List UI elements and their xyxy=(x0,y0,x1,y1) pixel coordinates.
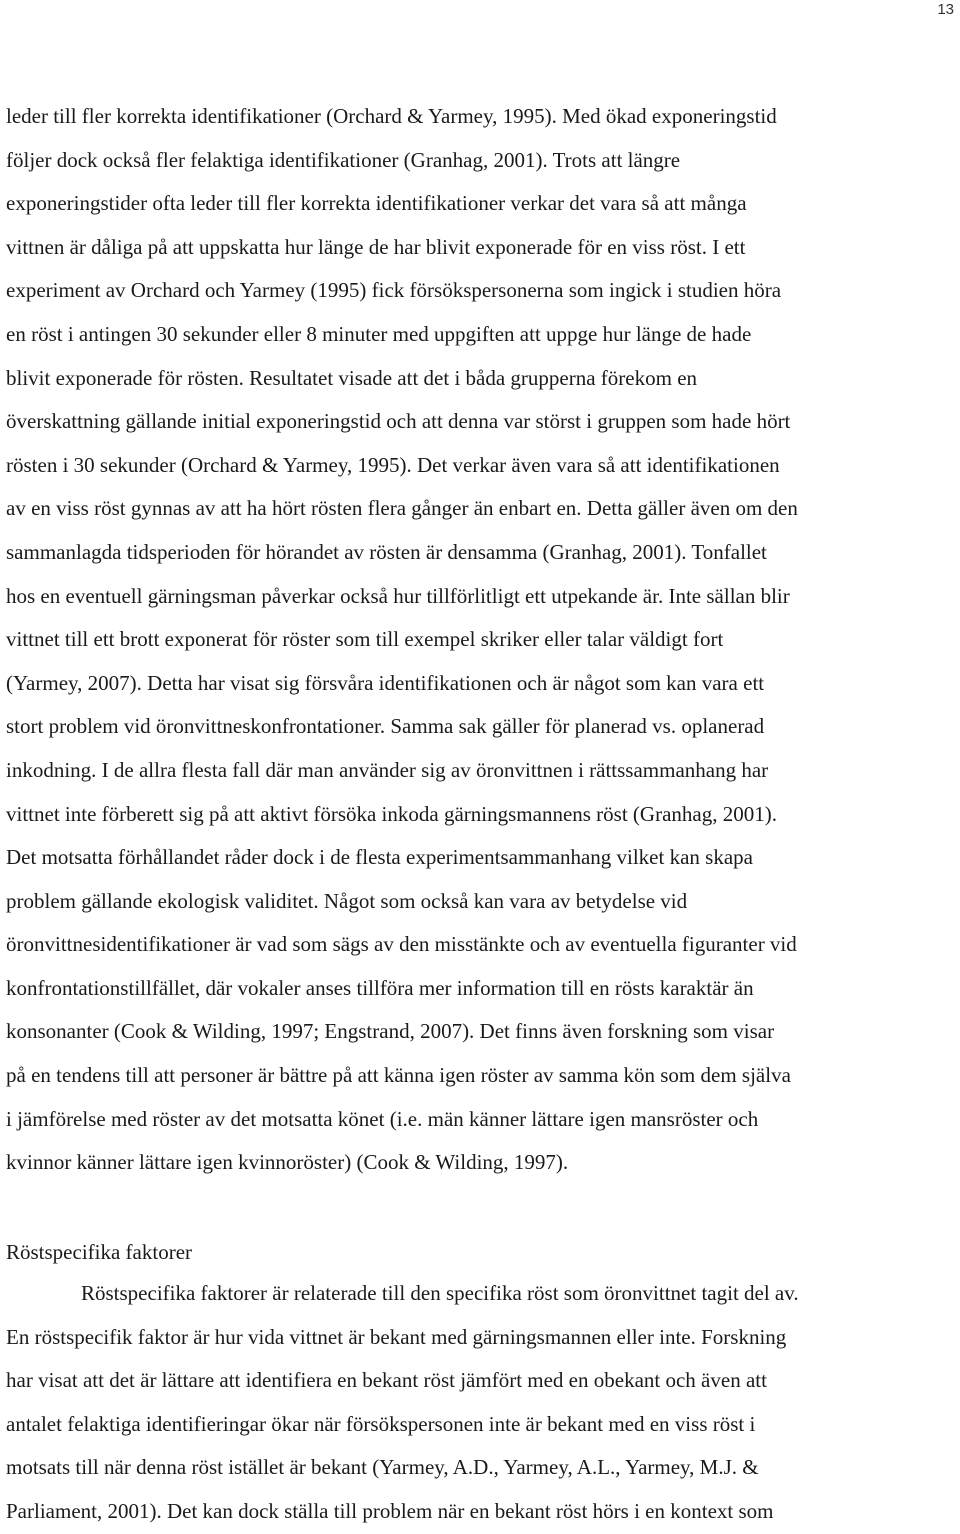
text-line: (Yarmey, 2007). Detta har visat sig försvåra identifikationen och är något som kan vara ett xyxy=(6,670,765,695)
text-line: En röstspecifik faktor är hur vida vittnet är bekant med gärningsmannen eller inte. Forskning xyxy=(6,1324,787,1349)
text-line: konsonanter (Cook & Wilding, 1997; Engstrand, 2007). Det finns även forskning som visar xyxy=(6,1019,775,1044)
text-line: antalet felaktiga identifieringar ökar när försökspersonen inte är bekant med en viss röst i xyxy=(6,1411,756,1436)
page-number: 13 xyxy=(937,1,954,18)
text-line: följer dock också fler felaktiga identifikationer (Granhag, 2001). Trots att längre xyxy=(6,147,681,172)
text-line: vittnet inte förberett sig på att aktivt försöka inkoda gärningsmannens röst (Granhag, 2001). xyxy=(6,801,777,826)
section-heading: Röstspecifika faktorer xyxy=(6,1240,193,1264)
text-line: överskattning gällande initial exponeringstid och att denna var störst i gruppen som hade hört xyxy=(6,409,791,434)
text-line: vittnen är dåliga på att uppskatta hur länge de har blivit exponerade för en viss röst. I ett xyxy=(6,234,746,259)
text-line: Parliament, 2001). Det kan dock ställa till problem när en bekant röst hörs i en kontext som xyxy=(6,1498,774,1523)
text-line: av en viss röst gynnas av att ha hört rösten flera gånger än enbart en. Detta gäller även om den xyxy=(6,496,798,521)
text-line: rösten i 30 sekunder (Orchard & Yarmey, 1995). Det verkar även vara så att identifikationen xyxy=(6,452,780,477)
text-line: Röstspecifika faktorer är relaterade till den specifika röst som öronvittnet tagit del av. xyxy=(81,1281,799,1305)
body-paragraph-2 xyxy=(6,1272,956,1534)
text-line: konfrontationstillfället, där vokaler anses tillföra mer information till en rösts karaktär än xyxy=(6,975,754,1000)
text-line: hos en eventuell gärningsman påverkar också hur tillförlitligt ett utpekande är. Inte sällan blir xyxy=(6,583,790,608)
text-line: exponeringstider ofta leder till fler korrekta identifikationer verkar det vara så att många xyxy=(6,191,747,216)
text-line: kvinnor känner lättare igen kvinnoröster) (Cook & Wilding, 1997). xyxy=(6,1150,569,1175)
text-line: inkodning. I de allra flesta fall där man använder sig av öronvittnen i rättssammanhang har xyxy=(6,757,769,782)
text-line: öronvittnesidentifikationer är vad som sägs av den misstänkte och av eventuella figuranter vid xyxy=(6,932,797,957)
text-line: blivit exponerade för rösten. Resultatet visade att det i båda grupperna förekom en xyxy=(6,365,698,390)
text-line: experiment av Orchard och Yarmey (1995) fick försökspersonerna som ingick i studien höra xyxy=(6,278,782,303)
text-line: vittnet till ett brott exponerat för röster som till exempel skriker eller talar väldigt fort xyxy=(6,627,724,652)
text-line: Det motsatta förhållandet råder dock i de flesta experimentsammanhang vilket kan skapa xyxy=(6,845,753,870)
text-line: sammanlagda tidsperioden för hörandet av rösten är densamma (Granhag, 2001). Tonfallet xyxy=(6,539,767,564)
body-paragraph-1 xyxy=(6,95,956,1185)
text-line: problem gällande ekologisk validitet. Något som också kan vara av betydelse vid xyxy=(6,888,688,913)
text-line: motsats till när denna röst istället är bekant (Yarmey, A.D., Yarmey, A.L., Yarmey, M.J. & xyxy=(6,1455,759,1480)
text-line: på en tendens till att personer är bättre på att känna igen röster av samma kön som dem själva xyxy=(6,1063,791,1088)
text-line: har visat att det är lättare att identifiera en bekant röst jämfört med en obekant och även att xyxy=(6,1368,767,1393)
text-line: i jämförelse med röster av det motsatta könet (i.e. män känner lättare igen mansröster och xyxy=(6,1106,759,1131)
text-line: stort problem vid öronvittneskonfrontationer. Samma sak gäller för planerad vs. oplanerad xyxy=(6,714,765,739)
text-line: en röst i antingen 30 sekunder eller 8 minuter med uppgiften att uppge hur länge de hade xyxy=(6,321,752,346)
text-line: leder till fler korrekta identifikationer (Orchard & Yarmey, 1995). Med ökad exponeringstid xyxy=(6,104,777,128)
